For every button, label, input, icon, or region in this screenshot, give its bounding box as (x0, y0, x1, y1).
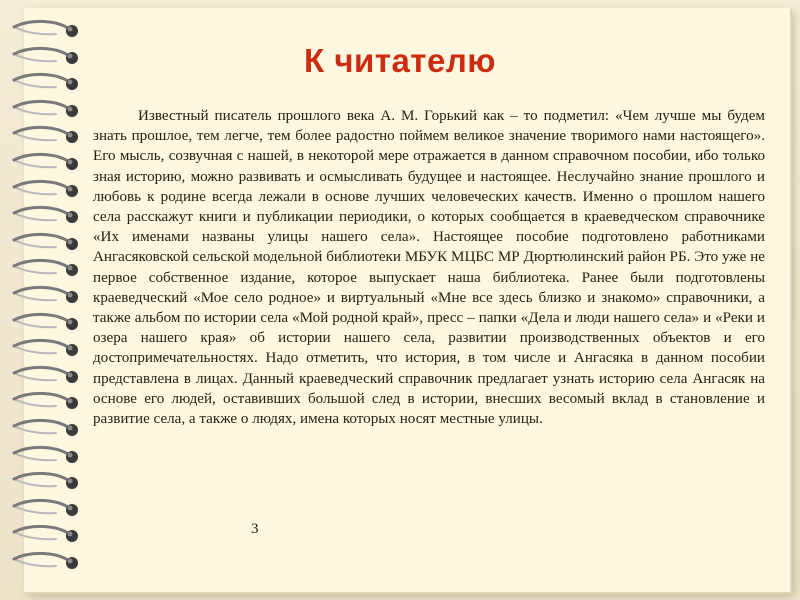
binding-hole (66, 371, 78, 383)
binding-hole-highlight (68, 426, 73, 431)
binding-hole (66, 291, 78, 303)
binding-hole (66, 264, 78, 276)
binding-wire-highlight (14, 133, 56, 140)
binding-hole (66, 424, 78, 436)
binding-hole-highlight (68, 186, 73, 191)
spiral-ring-icon (6, 228, 86, 258)
binding-hole (66, 557, 78, 569)
binding-wire-highlight (14, 373, 56, 380)
spiral-ring-icon (6, 520, 86, 550)
binding-hole (66, 477, 78, 489)
binding-hole (66, 211, 78, 223)
binding-hole-highlight (68, 27, 73, 32)
binding-hole (66, 451, 78, 463)
spiral-ring-icon (6, 254, 86, 284)
binding-wire-highlight (14, 240, 56, 247)
binding-hole-highlight (68, 479, 73, 484)
spiral-ring-icon (6, 494, 86, 524)
binding-wire-highlight (14, 107, 56, 114)
binding-hole-highlight (68, 266, 73, 271)
spiral-ring-icon (6, 15, 86, 45)
spiral-binding (0, 0, 90, 600)
binding-wire-highlight (14, 532, 56, 539)
binding-hole-highlight (68, 372, 73, 377)
binding-hole (66, 105, 78, 117)
binding-wire-highlight (14, 27, 56, 34)
binding-wire-highlight (14, 399, 56, 406)
binding-hole (66, 318, 78, 330)
spiral-ring-icon (6, 148, 86, 178)
binding-hole-highlight (68, 505, 73, 510)
binding-hole-highlight (68, 532, 73, 537)
binding-hole (66, 530, 78, 542)
binding-hole (66, 238, 78, 250)
spiral-ring-icon (6, 414, 86, 444)
spiral-ring-icon (6, 467, 86, 497)
binding-hole-highlight (68, 346, 73, 351)
binding-wire-highlight (14, 506, 56, 513)
binding-wire-highlight (14, 160, 56, 167)
binding-wire-highlight (14, 266, 56, 273)
spiral-ring-icon (6, 441, 86, 471)
spiral-ring-icon (6, 387, 86, 417)
binding-wire-highlight (14, 320, 56, 327)
binding-wire-highlight (14, 559, 56, 566)
binding-hole (66, 131, 78, 143)
page-number: 3 (251, 521, 259, 537)
spiral-ring-icon (6, 95, 86, 125)
binding-hole-highlight (68, 559, 73, 564)
binding-hole-highlight (68, 399, 73, 404)
spiral-ring-icon (6, 201, 86, 231)
binding-hole-highlight (68, 213, 73, 218)
binding-wire-highlight (14, 479, 56, 486)
spiral-ring-icon (6, 308, 86, 338)
spiral-ring-icon (6, 361, 86, 391)
binding-hole-highlight (68, 160, 73, 165)
binding-wire-highlight (14, 346, 56, 353)
spiral-ring-icon (6, 175, 86, 205)
body-paragraph: Известный писатель прошлого века А. М. Горький как – то подметил: «Чем лучше мы будем знать прошлое, тем легче, тем более радостно поймем великое значение творимого нами настоящего». Его мысль, созвучная с нашей, в некоторой мере отражается в данном справочном пособии, ибо только зная историю, можно развивать и осмысливать будущее и настоящее. Неслучайно знание прошлого и любовь к родине всегда лежали в основе лучших человеческих качеств. Именно о прошлом нашего села расскажут книги и публикации периодики, о которых сообщается в краеведческом справочнике «Их именами названы улицы нашего села». Настоящее пособие подготовлено работниками Ангасяковской сельской модельной библиотеки МБУК МЦБС МР Дюртюлинский район РБ. Это уже не первое собственное издание, которое выпускает наша библиотека. Ранее были подготовлены краеведческий «Мое село родное» и виртуальный «Мне все здесь близко и знакомо» справочники, а также альбом по истории села «Мой родной край», пресс – папки «Дела и люди нашего села» и «Реки и озера нашего края» об истории нашего села, развитии производственных объектов и его достопримечательностях. Надо отметить, что история, в том числе и Ангасяка в данном пособии представлена в лицах. Данный краеведческий справочник предлагает узнать историю села Ангасяк на основе его людей, оставивших большой след в истории, внесших весомый вклад в становление и развитие села, а также о людях, имена которых носят местные улицы. (93, 108, 765, 428)
binding-hole-highlight (68, 293, 73, 298)
binding-hole (66, 504, 78, 516)
binding-hole-highlight (68, 239, 73, 244)
spiral-ring-icon (6, 547, 86, 577)
binding-wire-highlight (14, 293, 56, 300)
binding-wire-highlight (14, 426, 56, 433)
binding-hole (66, 185, 78, 197)
spiral-ring-icon (6, 334, 86, 364)
binding-wire-highlight (14, 80, 56, 87)
binding-hole (66, 158, 78, 170)
page-title: К читателю (304, 42, 496, 79)
binding-hole (66, 344, 78, 356)
binding-hole-highlight (68, 133, 73, 138)
binding-wire-highlight (14, 453, 56, 460)
binding-hole-highlight (68, 319, 73, 324)
binding-hole-highlight (68, 106, 73, 111)
binding-hole (66, 397, 78, 409)
binding-wire-highlight (14, 187, 56, 194)
binding-hole (66, 25, 78, 37)
binding-wire-highlight (14, 213, 56, 220)
binding-hole-highlight (68, 452, 73, 457)
spiral-ring-icon (6, 281, 86, 311)
spiral-ring-icon (6, 121, 86, 151)
binding-hole-highlight (68, 80, 73, 85)
